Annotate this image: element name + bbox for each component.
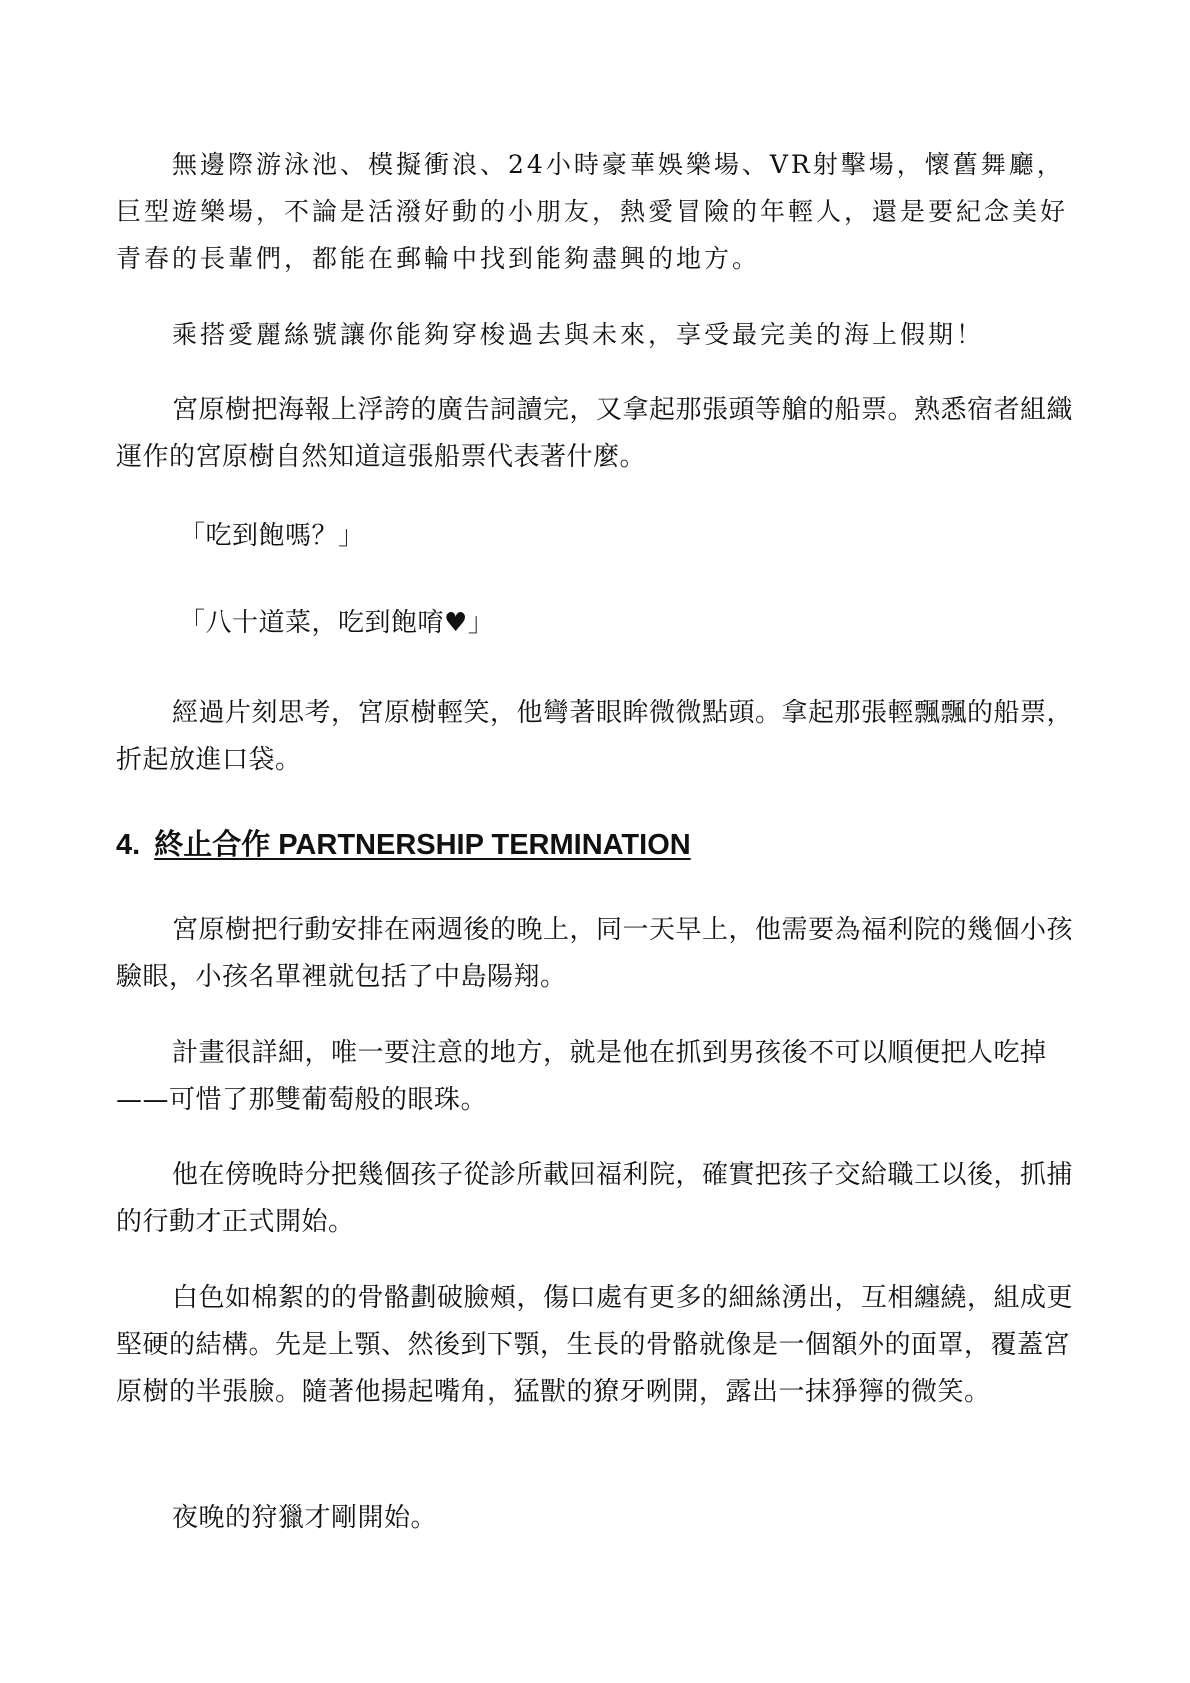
dialogue-line-1: 「吃到飽嗎？」 bbox=[179, 521, 365, 551]
paragraph-ticket: 宮原樹把海報上浮誇的廣告詞讀完，又拿起那張頭等艙的船票。熟悉宿者組織運作的宮原樹自然知道這張船票代表著什麼。 bbox=[116, 395, 1074, 472]
section-title: 終止合作 PARTNERSHIP TERMINATION bbox=[154, 829, 691, 861]
paragraph-transformation: 白色如棉絮的的骨骼劃破臉頰，傷口處有更多的細絲湧出，互相纏繞，組成更堅硬的結構。先是上顎、然後到下顎，生長的骨骼就像是一個額外的面罩，覆蓋宮原樹的半張臉。隨著他揚起嘴角，猛獸的獠牙咧開，露出一抹猙獰的微笑。 bbox=[116, 1283, 1074, 1407]
paragraph-cruise-amenities: 無邊際游泳池、模擬衝浪、24小時豪華娛樂場、VR射擊場，懷舊舞廳，巨型遊樂場，不論是活潑好動的小朋友，熱愛冒險的年輕人，還是要紀念美好青春的長輩們，都能在郵輪中找到能夠盡興的地方。 bbox=[116, 150, 1069, 273]
paragraph-closing: 夜晚的狩獵才剛開始。 bbox=[172, 1503, 438, 1533]
section-number: 4. bbox=[116, 829, 141, 861]
paragraph-cruise-slogan: 乘搭愛麗絲號讓你能夠穿梭過去與未來，享受最完美的海上假期！ bbox=[172, 320, 985, 349]
paragraph-plan-schedule: 宮原樹把行動安排在兩週後的晚上，同一天早上，他需要為福利院的幾個小孩驗眼，小孩名單裡就包括了中島陽翔。 bbox=[116, 915, 1074, 992]
section-heading bbox=[116, 822, 691, 869]
paragraph-plan-detail: 計畫很詳細，唯一要注意的地方，就是他在抓到男孩後不可以順便把人吃掉——可惜了那雙葡萄般的眼珠。 bbox=[116, 1038, 1047, 1115]
paragraph-capture-start: 他在傍晚時分把幾個孩子從診所載回福利院，確實把孩子交給職工以後，抓捕的行動才正式開始。 bbox=[116, 1160, 1074, 1237]
dialogue-line-2: 「八十道菜，吃到飽唷♥」 bbox=[179, 608, 495, 638]
paragraph-decision: 經過片刻思考，宮原樹輕笑，他彎著眼眸微微點頭。拿起那張輕飄飄的船票，折起放進口袋。 bbox=[116, 698, 1074, 775]
